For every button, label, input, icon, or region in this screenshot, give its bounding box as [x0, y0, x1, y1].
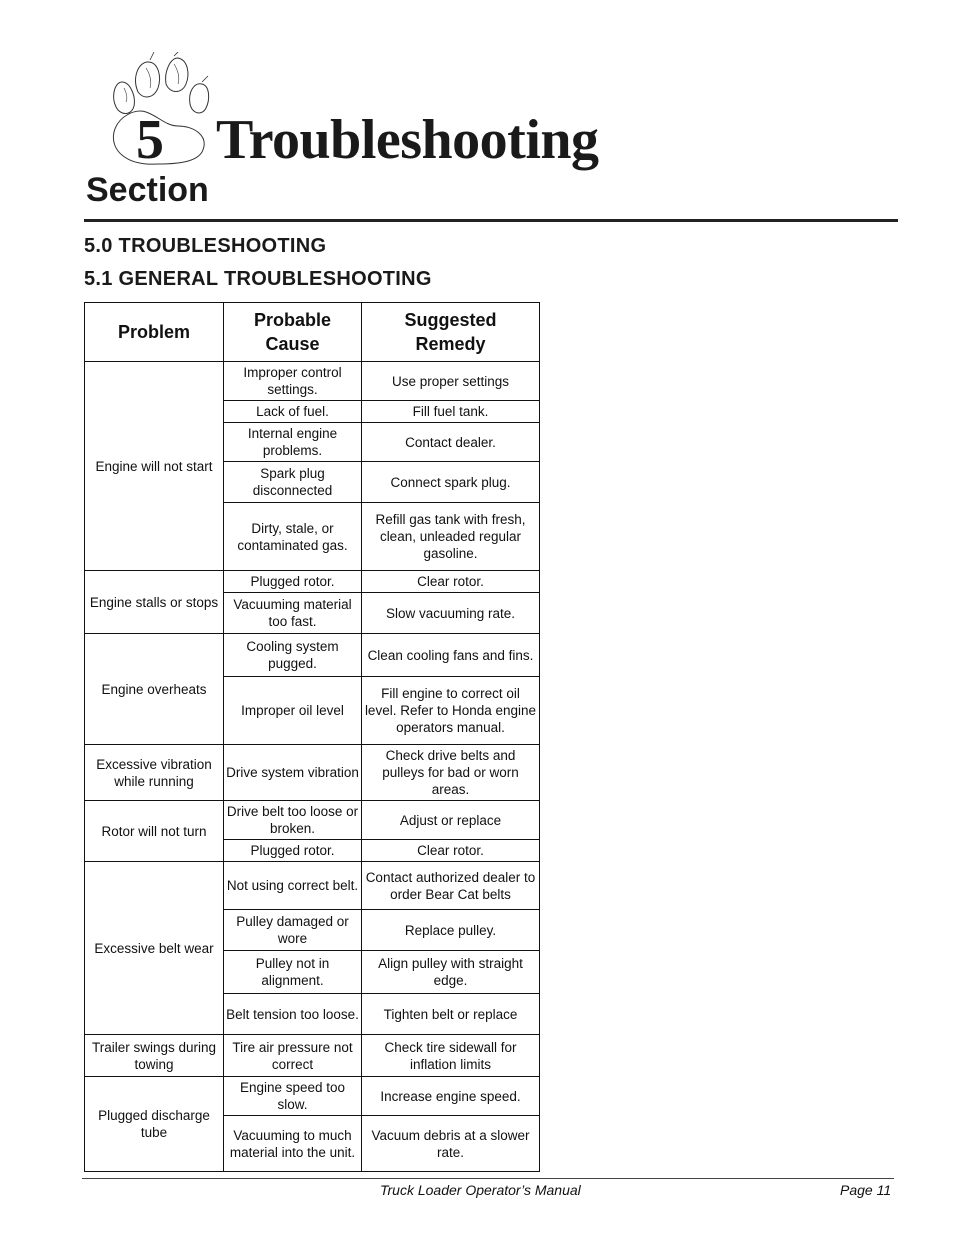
table-row	[85, 1077, 540, 1116]
remedy-cell: Connect spark plug.	[362, 462, 540, 503]
table-row	[85, 571, 540, 593]
cause-cell: Engine speed too slow.	[224, 1077, 362, 1116]
problem-cell: Excessive vibration while running	[85, 745, 224, 801]
table-row	[85, 634, 540, 677]
problem-cell: Engine stalls or stops	[85, 571, 224, 634]
problem-cell: Trailer swings during towing	[85, 1035, 224, 1077]
table-row	[85, 362, 540, 401]
remedy-cell: Use proper settings	[362, 362, 540, 401]
cause-cell: Vacuuming material too fast.	[224, 593, 362, 634]
table-header-row	[85, 303, 540, 362]
troubleshooting-table	[84, 302, 540, 1172]
remedy-cell: Clean cooling fans and fins.	[362, 634, 540, 677]
remedy-cell: Vacuum debris at a slower rate.	[362, 1116, 540, 1172]
remedy-cell: Replace pulley.	[362, 910, 540, 951]
cause-cell: Improper control settings.	[224, 362, 362, 401]
header-rule	[84, 219, 898, 222]
cause-cell: Spark plug disconnected	[224, 462, 362, 503]
remedy-cell: Fill fuel tank.	[362, 401, 540, 423]
table-row	[85, 1035, 540, 1077]
cause-cell: Pulley damaged or wore	[224, 910, 362, 951]
remedy-cell: Contact authorized dealer to order Bear Cat belts	[362, 862, 540, 910]
cause-cell: Belt tension too loose.	[224, 994, 362, 1035]
cause-cell: Drive system vibration	[224, 745, 362, 801]
problem-cell: Engine will not start	[85, 362, 224, 571]
cause-cell: Dirty, stale, or contaminated gas.	[224, 503, 362, 571]
cause-cell: Drive belt too loose or broken.	[224, 801, 362, 840]
cause-cell: Cooling system pugged.	[224, 634, 362, 677]
remedy-cell: Increase engine speed.	[362, 1077, 540, 1116]
cause-cell: Improper oil level	[224, 677, 362, 745]
heading-general-troubleshooting: 5.1 GENERAL TROUBLESHOOTING	[84, 268, 432, 290]
table-row	[85, 745, 540, 801]
problem-cell: Plugged discharge tube	[85, 1077, 224, 1172]
heading-troubleshooting: 5.0 TROUBLESHOOTING	[84, 235, 327, 257]
problem-cell: Excessive belt wear	[85, 862, 224, 1035]
header-probable-cause: Probable Cause	[224, 303, 362, 362]
header-suggested-remedy: Suggested Remedy	[362, 303, 540, 362]
footer-manual-title: Truck Loader Operator’s Manual	[380, 1182, 581, 1198]
cause-cell: Vacuuming to much material into the unit.	[224, 1116, 362, 1172]
table-row	[85, 801, 540, 840]
cause-cell: Plugged rotor.	[224, 571, 362, 593]
remedy-cell: Refill gas tank with fresh, clean, unleaded regular gasoline.	[362, 503, 540, 571]
footer-page-number: Page 11	[840, 1182, 892, 1198]
section-label: Section	[86, 171, 209, 209]
remedy-cell: Clear rotor.	[362, 840, 540, 862]
cause-cell: Internal engine problems.	[224, 423, 362, 462]
remedy-cell: Check drive belts and pulleys for bad or worn areas.	[362, 745, 540, 801]
problem-cell: Rotor will not turn	[85, 801, 224, 862]
remedy-cell: Contact dealer.	[362, 423, 540, 462]
remedy-cell: Align pulley with straight edge.	[362, 951, 540, 994]
cause-cell: Plugged rotor.	[224, 840, 362, 862]
cause-cell: Tire air pressure not correct	[224, 1035, 362, 1077]
table-row	[85, 862, 540, 910]
remedy-cell: Adjust or replace	[362, 801, 540, 840]
remedy-cell: Fill engine to correct oil level. Refer to Honda engine operators manual.	[362, 677, 540, 745]
cause-cell: Pulley not in alignment.	[224, 951, 362, 994]
section-title: Troubleshooting	[216, 109, 599, 171]
table-body	[85, 362, 540, 1172]
problem-cell: Engine overheats	[85, 634, 224, 745]
header-problem: Problem	[85, 303, 224, 362]
remedy-cell: Slow vacuuming rate.	[362, 593, 540, 634]
section-number: 5	[136, 109, 164, 171]
remedy-cell: Tighten belt or replace	[362, 994, 540, 1035]
cause-cell: Lack of fuel.	[224, 401, 362, 423]
remedy-cell: Clear rotor.	[362, 571, 540, 593]
remedy-cell: Check tire sidewall for inflation limits	[362, 1035, 540, 1077]
footer-rule	[82, 1178, 894, 1179]
cause-cell: Not using correct belt.	[224, 862, 362, 910]
